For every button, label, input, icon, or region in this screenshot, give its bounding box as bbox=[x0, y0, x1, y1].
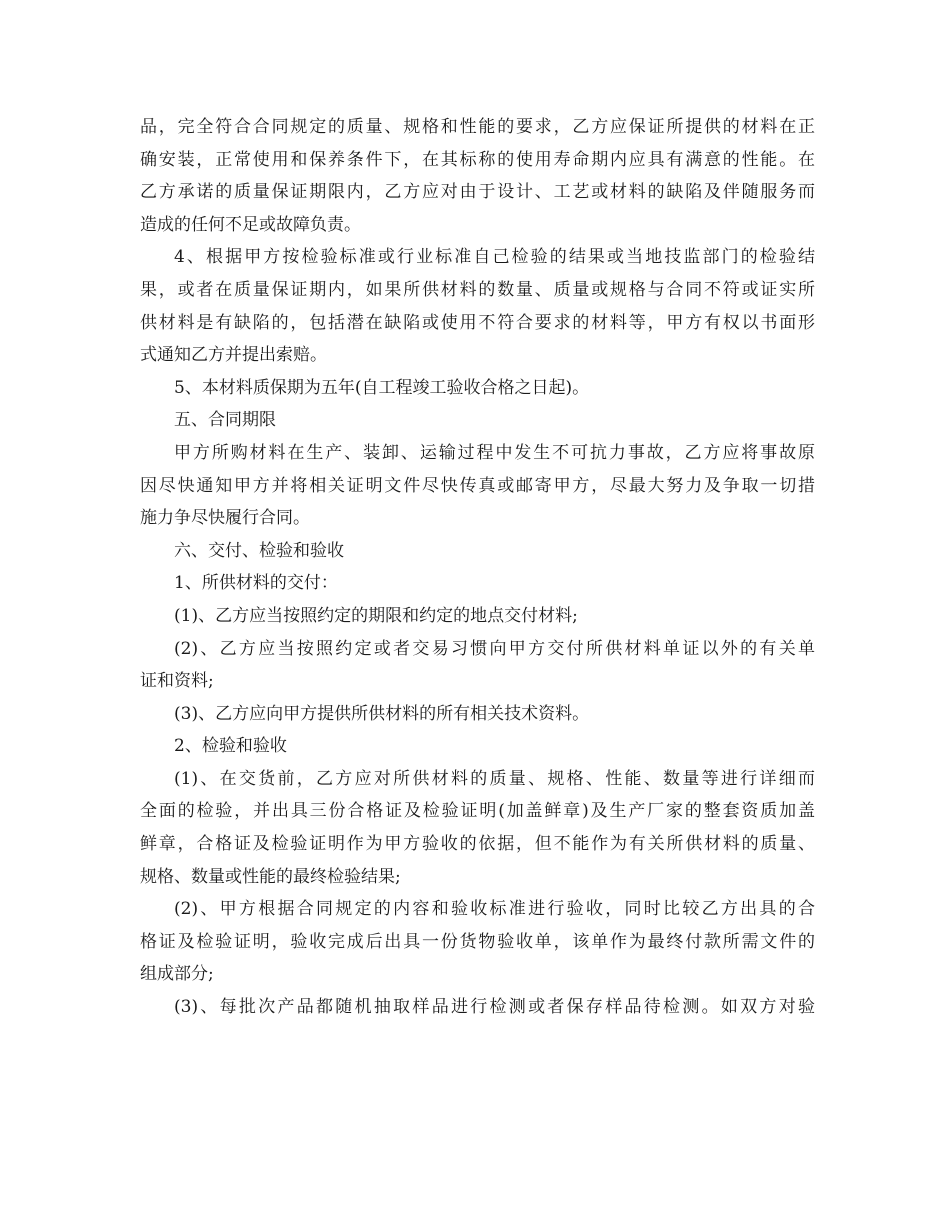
body-line: (2)、乙方应当按照约定或者交易习惯向甲方交付所供材料单证以外的有关单 bbox=[174, 638, 815, 659]
body-line: 甲方所购材料在生产、装卸、运输过程中发生不可抗力事故，乙方应将事故原 bbox=[174, 442, 815, 463]
body-line: (1)、乙方应当按照约定的期限和约定的地点交付材料; bbox=[174, 605, 578, 626]
body-line: 规格、数量或性能的最终检验结果; bbox=[140, 866, 401, 887]
document-body bbox=[140, 111, 815, 1024]
body-line: 施力争尽快履行合同。 bbox=[140, 508, 310, 529]
body-line: 证和资料; bbox=[140, 671, 214, 692]
body-line: (2)、甲方根据合同规定的内容和验收标准进行验收，同时比较乙方出具的合 bbox=[174, 899, 815, 920]
body-line: 式通知乙方并提出索赔。 bbox=[140, 345, 327, 366]
body-line: 全面的检验，并出具三份合格证及检验证明(加盖鲜章)及生产厂家的整套资质加盖 bbox=[140, 801, 815, 822]
body-line: (3)、每批次产品都随机抽取样品进行检测或者保存样品待检测。如双方对验 bbox=[174, 997, 815, 1018]
body-line: 组成部分; bbox=[140, 964, 214, 985]
body-line: 品，完全符合合同规定的质量、规格和性能的要求，乙方应保证所提供的材料在正 bbox=[140, 117, 815, 137]
body-line: 鲜章，合格证及检验证明作为甲方验收的依据，但不能作为有关所供材料的质量、 bbox=[140, 834, 815, 855]
section-heading: 五、合同期限 bbox=[174, 410, 276, 431]
subsection-heading: 2、检验和验收 bbox=[174, 736, 287, 757]
body-line: 乙方承诺的质量保证期限内，乙方应对由于设计、工艺或材料的缺陷及伴随服务而 bbox=[140, 182, 815, 203]
body-line: 造成的任何不足或故障负责。 bbox=[140, 214, 361, 235]
body-line: 果，或者在质量保证期内，如果所供材料的数量、质量或规格与合同不符或证实所 bbox=[140, 279, 815, 300]
body-line: 供材料是有缺陷的，包括潜在缺陷或使用不符合要求的材料等，甲方有权以书面形 bbox=[140, 312, 815, 333]
body-line: 确安装，正常使用和保养条件下，在其标称的使用寿命期内应具有满意的性能。在 bbox=[140, 149, 815, 170]
body-line: (3)、乙方应向甲方提供所供材料的所有相关技术资料。 bbox=[174, 703, 590, 724]
section-heading: 六、交付、检验和验收 bbox=[174, 540, 344, 561]
body-line: 4、根据甲方按检验标准或行业标准自己检验的结果或当地技监部门的检验结 bbox=[174, 247, 815, 268]
body-line: 格证及检验证明，验收完成后出具一份货物验收单，该单作为最终付款所需文件的 bbox=[140, 931, 815, 952]
body-line: 5、本材料质保期为五年(自工程竣工验收合格之日起)。 bbox=[174, 377, 590, 398]
body-line: (1)、在交货前，乙方应对所供材料的质量、规格、性能、数量等进行详细而 bbox=[174, 768, 815, 789]
body-line: 因尽快通知甲方并将相关证明文件尽快传真或邮寄甲方，尽最大努力及争取一切措 bbox=[140, 475, 815, 496]
subsection-heading: 1、所供材料的交付： bbox=[174, 573, 338, 594]
